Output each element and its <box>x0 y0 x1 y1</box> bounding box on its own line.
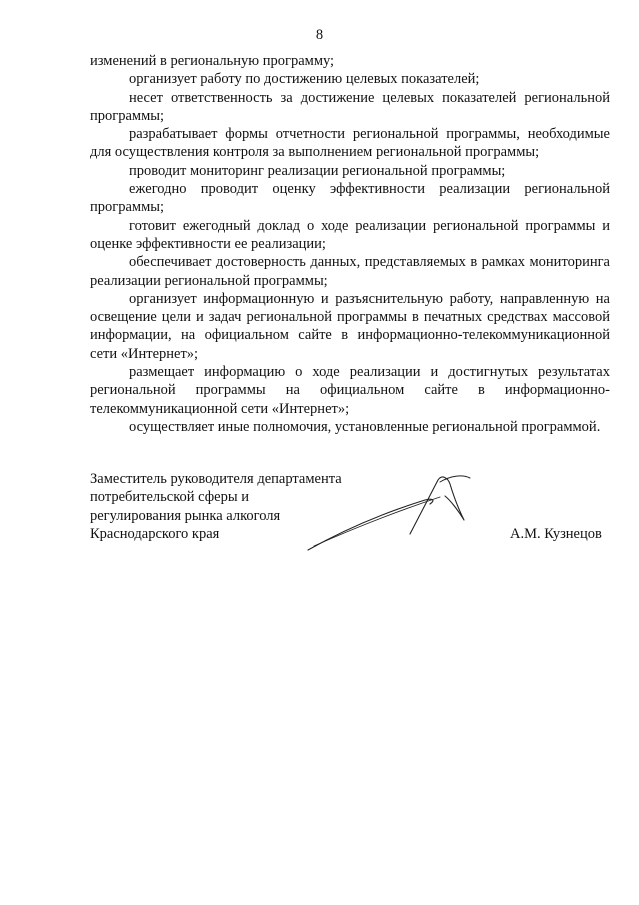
paragraph-target-indicators: организует работу по достижению целевых показателей; <box>129 71 480 88</box>
paragraph-data-reliability: обеспечивает достоверность данных, представляемых в рамках мониторинга реализации региональной программы; <box>90 254 610 289</box>
paragraph-reporting-forms: разрабатывает формы отчетности региональной программы, необходимые для осуществления контроля за выполнением региональной программы; <box>90 126 610 161</box>
paragraph-efficiency-evaluation: ежегодно проводит оценку эффективности реализации региональной программы; <box>90 181 610 216</box>
paragraph-other-powers: осуществляет иные полномочия, установленные региональной программой. <box>129 418 601 435</box>
paragraph-responsibility: несет ответственность за достижение целевых показателей региональной программы; <box>90 89 610 124</box>
signatory-position-line: регулирования рынка алкоголя <box>90 507 281 524</box>
signatory-position-line: Краснодарского края <box>90 525 220 542</box>
paragraph-annual-report: готовит ежегодный доклад о ходе реализации региональной программы и оценке эффективности ее реализации; <box>90 217 610 252</box>
paragraph-monitoring: проводит мониторинг реализации региональной программы; <box>129 162 506 179</box>
page-number: 8 <box>315 27 324 43</box>
signatory-name: А.М. Кузнецов <box>510 526 602 542</box>
document-body <box>90 52 610 436</box>
paragraph-continuation: изменений в региональную программу; <box>90 53 335 69</box>
handwritten-signature <box>300 470 480 560</box>
signatory-position-line: Заместитель руководителя департамента <box>90 471 342 487</box>
signatory-position-line: потребительской сферы и <box>90 489 249 506</box>
paragraph-information-work: организует информационную и разъяснительную работу, направленную на освещение цели и задач региональной программы в печатных средствах массовой информации, на официальном сайте в информационно-телекоммуникационной сети «Интернет»; <box>90 290 610 362</box>
paragraph-publication: размещает информацию о ходе реализации и достигнутых результатах региональной программы на официальном сайте в информационно-телекоммуникационной сети «Интернет»; <box>90 364 610 417</box>
